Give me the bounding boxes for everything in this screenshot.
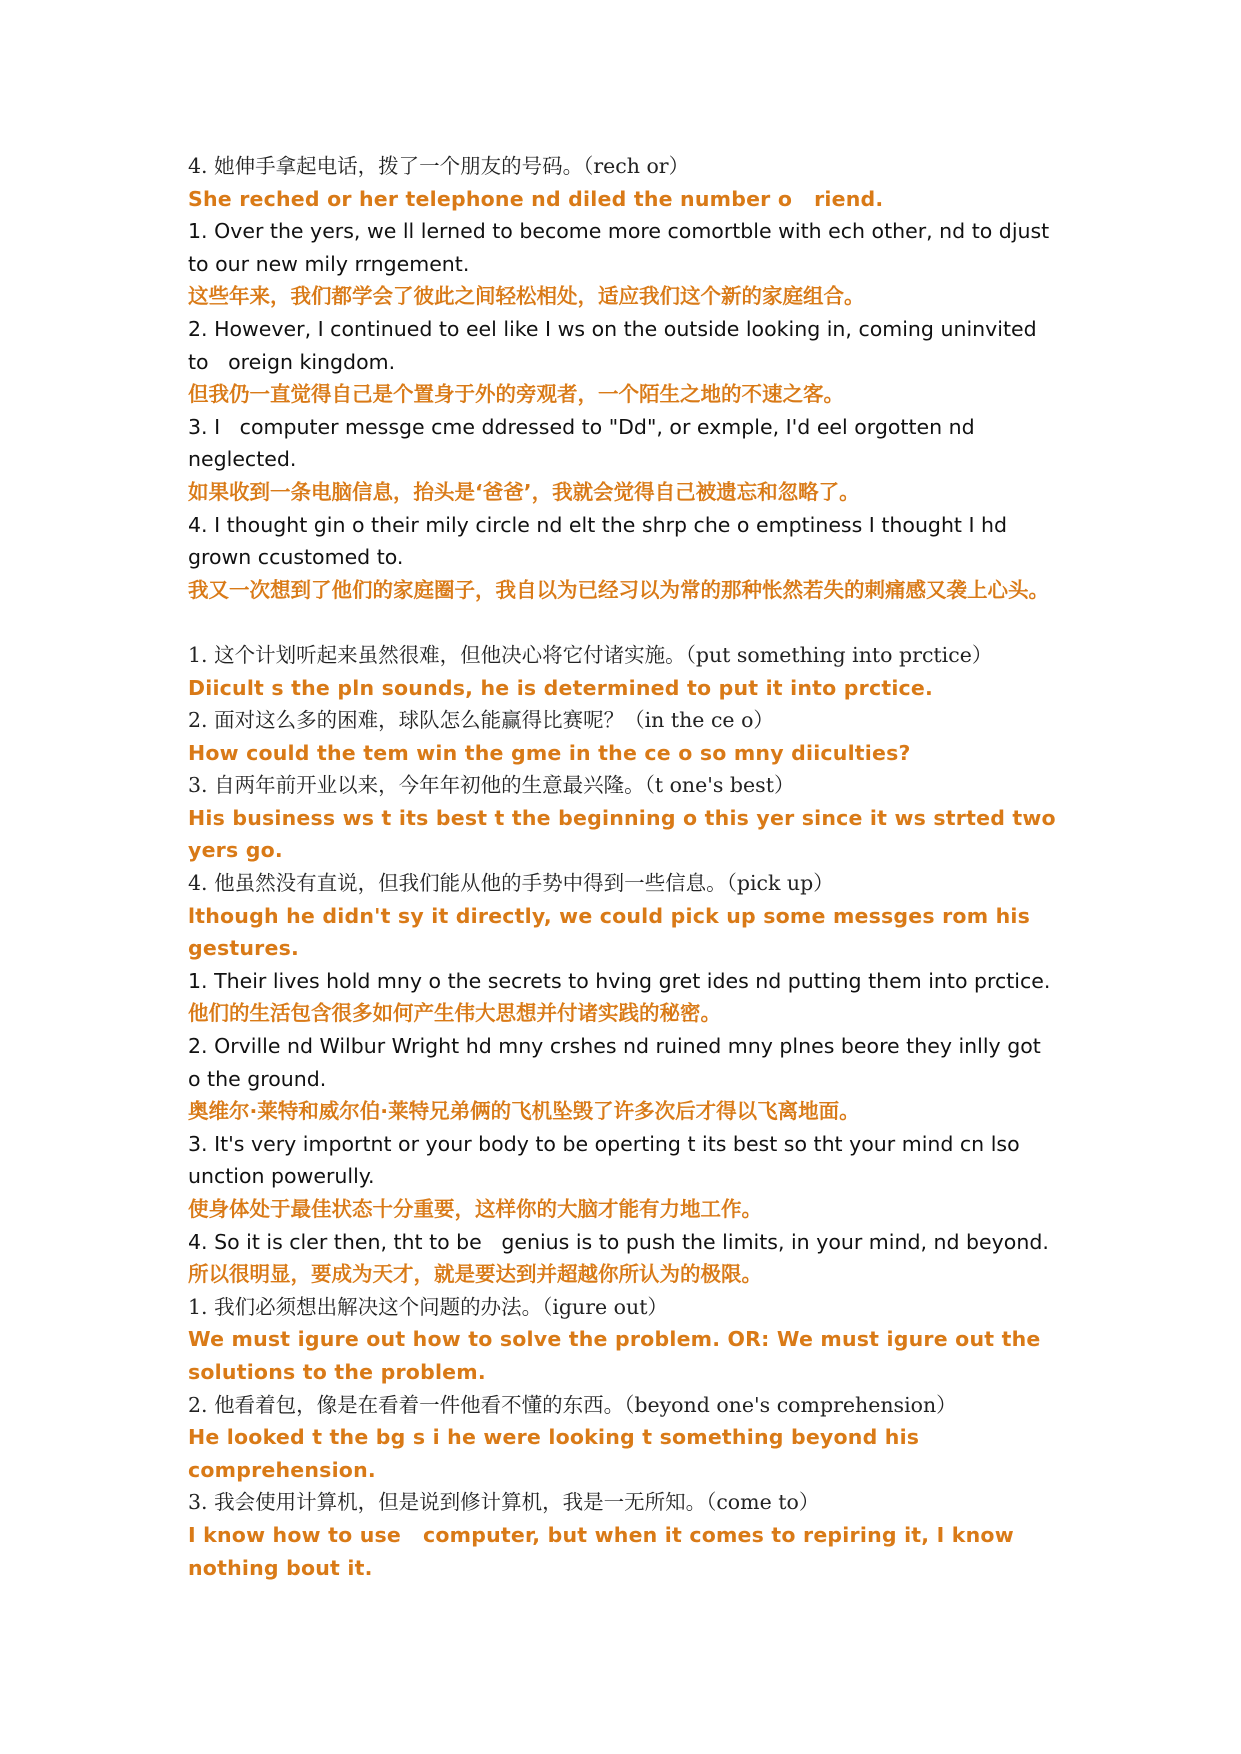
sentence-en: 3. It's very importnt or your body to be operting t its best so tht your mind cn lso unction powerully. [188, 1131, 1027, 1189]
document-page [188, 150, 1064, 1584]
translation-cn: 我又一次想到了他们的家庭圈子，我自以为已经习以为常的那种怅然若失的刺痛感又袭上心头。 [188, 577, 1049, 602]
translation-cn: 这些年来，我们都学会了彼此之间轻松相处，适应我们这个新的家庭组合。 [188, 284, 865, 309]
translation-cn: 使身体处于最佳状态十分重要，这样你的大脑才能有力地工作。 [188, 1197, 762, 1221]
sentence-en: 2. However, I continued to eel like I ws on the outside looking in, coming uninvited to oreign kingdom. [188, 316, 1044, 374]
answer-en: We must igure out how to solve the problem. OR: We must igure out the solutions to the problem. [188, 1327, 1048, 1384]
translation-cn: 但我仍一直觉得自己是个置身于外的旁观者，一个陌生之地的不速之客。 [188, 382, 844, 407]
answer-en: He looked t the bg s i he were looking t something beyond his comprehension. [188, 1425, 927, 1482]
translation-cn: 如果收到一条电脑信息，抬头是‘爸爸’，我就会觉得自己被遗忘和忽略了。 [188, 479, 860, 504]
question-cn: 2. 面对这么多的困难，球队怎么能赢得比赛呢？（in the ce o） [188, 708, 774, 733]
translation-cn: 所以很明显，要成为天才，就是要达到并超越你所认为的极限。 [188, 1262, 762, 1287]
translation-cn: 奥维尔·莱特和威尔伯·莱特兄弟俩的飞机坠毁了许多次后才得以飞离地面。 [188, 1099, 860, 1124]
sentence-en: 4. So it is cler then, tht to be genius is to push the limits, in your mind, nd beyond. [188, 1229, 1049, 1254]
question-cn: 2. 他看着包，像是在看着一件他看不懂的东西。（beyond one's comprehension） [188, 1392, 957, 1417]
sentence-en: 2. Orville nd Wilbur Wright hd mny crshes nd ruined mny plnes beore they inlly got o the ground. [188, 1034, 1048, 1091]
sentence-en: 1. Their lives hold mny o the secrets to hving gret ides nd putting them into prctice. [188, 968, 1051, 993]
answer-en: She reched or her telephone nd diled the number o riend. [188, 186, 884, 211]
question-cn: 1. 我们必须想出解决这个问题的办法。（igure out） [188, 1294, 668, 1319]
answer-en: Diicult s the pln sounds, he is determined to put it into prctice. [188, 675, 933, 700]
question-cn: 4. 他虽然没有直说，但我们能从他的手势中得到一些信息。（pick up） [188, 871, 834, 896]
question-cn: 3. 我会使用计算机，但是说到修计算机，我是一无所知。（come to） [188, 1490, 820, 1515]
question-cn: 1. 这个计划听起来虽然很难，但他决心将它付诸实施。（put something into prctice） [188, 642, 993, 667]
answer-en: His business ws t its best t the beginning o this yer since it ws strted two yers go. [188, 805, 1064, 863]
question-cn: 4. 她伸手拿起电话，拨了一个朋友的号码。（rech or） [188, 154, 690, 178]
sentence-en: 1. Over the yers, we ll lerned to become more comortble with ech other, nd to djust to our new mily rrngement. [188, 219, 1056, 276]
answer-en: lthough he didn't sy it directly, we could pick up some messges rom his gestures. [188, 903, 1038, 961]
sentence-en: 3. I computer messge cme ddressed to "Dd", or exmple, I'd eel orgotten nd neglected. [188, 414, 982, 472]
translation-cn: 他们的生活包含很多如何产生伟大思想并付诸实践的秘密。 [188, 1001, 721, 1026]
answer-en: How could the tem win the gme in the ce o so mny diiculties? [188, 740, 911, 765]
answer-en: I know how to use computer, but when it comes to repiring it, I know nothing bout it. [188, 1522, 1022, 1580]
sentence-en: 4. I thought gin o their mily circle nd elt the shrp che o emptiness I thought I hd grown ccustomed to. [188, 512, 1014, 570]
paragraph-gap [188, 606, 1058, 639]
question-cn: 3. 自两年前开业以来，今年年初他的生意最兴隆。（t one's best） [188, 773, 795, 798]
